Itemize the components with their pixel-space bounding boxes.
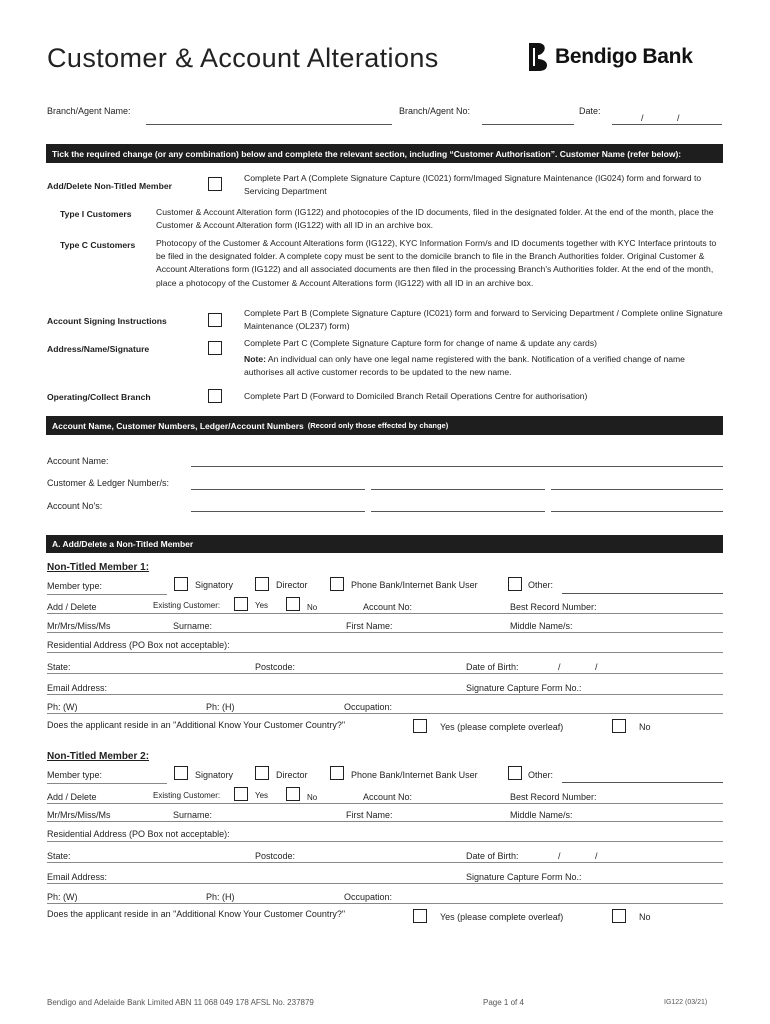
type-i-text: Customer & Account Alteration form (IG122) and photocopies of the ID documents, filed in the designated folder. At the end of the month, place the Customer & Account Alteration form (IG122) with all ID in an archive box.: [156, 207, 714, 231]
add-delete-toggle[interactable]: Add / Delete: [47, 602, 97, 612]
bendigo-b-logo-icon: [527, 42, 549, 72]
member-type-label: Member type:: [47, 770, 103, 780]
existing-no-checkbox[interactable]: [286, 787, 300, 801]
occupation-label: Occupation:: [344, 892, 393, 902]
occupation-label: Occupation:: [344, 702, 393, 712]
phone-bank-checkbox[interactable]: [330, 766, 344, 780]
ledger-field-3[interactable]: [551, 489, 723, 490]
director-label: Director: [276, 770, 308, 780]
reside-yes-label: Yes (please complete overleaf): [440, 722, 564, 732]
address-label: Address/Name/Signature: [47, 344, 150, 354]
signatory-checkbox[interactable]: [174, 766, 188, 780]
operating-label: Operating/Collect Branch: [47, 392, 151, 402]
state-label: State:: [47, 662, 71, 672]
reside-yes-checkbox[interactable]: [413, 909, 427, 923]
dob-separator: /: [595, 662, 598, 672]
date-separator: /: [641, 113, 644, 123]
ledger-field-2[interactable]: [371, 489, 545, 490]
operating-checkbox[interactable]: [208, 389, 222, 403]
reside-no-checkbox[interactable]: [612, 909, 626, 923]
existing-customer-label: Existing Customer:: [153, 601, 221, 610]
brand-name: Bendigo Bank: [555, 45, 693, 68]
note-block: [244, 353, 726, 379]
type-c-text: Photocopy of the Customer & Account Alterations form (IG122), KYC Information Form/s and ID documents together with KYC Interface printouts to be filed in the designated folder. A complete copy must be sent to the domicile branch to file in the Branch Authorities folder. Original Customer & Account Alterations form (IG122) and all associated documents are then filed in the processing Branch's Authorities folder. At the end of the month, place a photocopy of the Customer & Account Alterations form (IG122) with all ID in an archive box.: [156, 238, 717, 288]
reside-no-label: No: [639, 912, 651, 922]
ph-h-label: Ph: (H): [206, 702, 235, 712]
existing-yes-checkbox[interactable]: [234, 597, 248, 611]
part-d-text: Complete Part D (Forward to Domiciled Branch Retail Operations Centre for authorisation): [244, 391, 588, 401]
account-no-label: Account No:: [363, 602, 413, 612]
residential-label: Residential Address (PO Box not acceptable):: [47, 640, 230, 650]
phone-bank-label: Phone Bank/Internet Bank User: [351, 580, 478, 590]
existing-yes-checkbox[interactable]: [234, 787, 248, 801]
date-separator: /: [677, 113, 680, 123]
existing-no-label: No: [307, 793, 318, 802]
title-label: Mr/Mrs/Miss/Ms: [47, 621, 111, 631]
middle-name-label: Middle Name/s:: [510, 621, 573, 631]
title-label: Mr/Mrs/Miss/Ms: [47, 810, 111, 820]
phone-bank-checkbox[interactable]: [330, 577, 344, 591]
account-name-label: Account Name:: [47, 456, 109, 466]
account-no-label: Account No:: [363, 792, 413, 802]
dob-label: Date of Birth:: [466, 662, 519, 672]
reside-no-label: No: [639, 722, 651, 732]
part-a-text: Complete Part A (Complete Signature Capture (IC021) form/Imaged Signature Maintenance (IG024) form and forward to Servicing Department: [244, 173, 702, 197]
date-field[interactable]: [612, 124, 722, 125]
dob-separator: /: [558, 662, 561, 672]
note-text: An individual can only have one legal name registered with the bank. Notification of a verified change of name authorises all active customer records to be updated to the new name.: [244, 354, 685, 378]
branch-agent-name-field[interactable]: [146, 124, 392, 125]
director-label: Director: [276, 580, 308, 590]
other-checkbox[interactable]: [508, 766, 522, 780]
first-name-label: First Name:: [346, 621, 393, 631]
signatory-label: Signatory: [195, 770, 234, 780]
account-bar: [46, 416, 723, 435]
reside-yes-checkbox[interactable]: [413, 719, 427, 733]
reside-question: Does the applicant reside in an "Additional Know Your Customer Country?": [47, 720, 346, 730]
type-i-label: Type I Customers: [60, 209, 132, 219]
type-c-label: Type C Customers: [60, 240, 136, 250]
postcode-label: Postcode:: [255, 851, 296, 861]
account-bar-label: Account Name, Customer Numbers, Ledger/Account Numbers: [52, 420, 304, 431]
existing-customer-label: Existing Customer:: [153, 791, 221, 800]
phone-bank-label: Phone Bank/Internet Bank User: [351, 770, 478, 780]
add-delete-checkbox[interactable]: [208, 177, 222, 191]
dob-label: Date of Birth:: [466, 851, 519, 861]
other-label: Other:: [528, 580, 554, 590]
ph-h-label: Ph: (H): [206, 892, 235, 902]
add-delete-label: Add/Delete Non-Titled Member: [47, 181, 172, 191]
part-c-text: Complete Part C (Complete Signature Capture form for change of name & update any cards): [244, 338, 597, 348]
reside-question: Does the applicant reside in an "Additional Know Your Customer Country?": [47, 909, 346, 919]
best-record-label: Best Record Number:: [510, 602, 597, 612]
account-name-field[interactable]: [191, 466, 723, 467]
existing-no-checkbox[interactable]: [286, 597, 300, 611]
ledger-field-1[interactable]: [191, 489, 365, 490]
residential-label: Residential Address (PO Box not acceptable):: [47, 829, 230, 839]
dob-separator: /: [595, 851, 598, 861]
email-label: Email Address:: [47, 872, 108, 882]
director-checkbox[interactable]: [255, 577, 269, 591]
section-a-bar: A. Add/Delete a Non-Titled Member: [46, 535, 723, 553]
part-b-text: Complete Part B (Complete Signature Capture (IC021) form and forward to Servicing Department / Complete online Signature Maintenance (OL237) form): [244, 308, 723, 332]
first-name-label: First Name:: [346, 810, 393, 820]
surname-label: Surname:: [173, 810, 213, 820]
ph-w-label: Ph: (W): [47, 892, 78, 902]
other-label: Other:: [528, 770, 554, 780]
existing-yes-label: Yes: [255, 791, 269, 800]
date-label: Date:: [579, 106, 601, 116]
branch-agent-name-label: Branch/Agent Name:: [47, 106, 131, 116]
ledger-label: Customer & Ledger Number/s:: [47, 478, 170, 488]
signatory-label: Signatory: [195, 580, 234, 590]
surname-label: Surname:: [173, 621, 213, 631]
account-no-field-1[interactable]: [191, 511, 365, 512]
brand-logo: [527, 42, 693, 72]
account-bar-sub: (Record only those effected by change): [307, 421, 449, 430]
note-label: Note:: [244, 354, 266, 364]
postcode-label: Postcode:: [255, 662, 296, 672]
other-checkbox[interactable]: [508, 577, 522, 591]
dob-separator: /: [558, 851, 561, 861]
account-no-field-3[interactable]: [551, 511, 723, 512]
instruction-bar: Tick the required change (or any combination) below and complete the relevant section, including “Customer Authorisation”. Customer Name (refer below):: [46, 144, 723, 163]
ph-w-label: Ph: (W): [47, 702, 78, 712]
member-type-label: Member type:: [47, 581, 103, 591]
sig-capture-label: Signature Capture Form No.:: [466, 872, 582, 882]
other-field[interactable]: [562, 782, 723, 783]
account-nos-label: Account No's:: [47, 501, 103, 511]
existing-no-label: No: [307, 603, 318, 612]
branch-agent-no-label: Branch/Agent No:: [399, 106, 471, 116]
signing-checkbox[interactable]: [208, 313, 222, 327]
footer-code: IG122 (03/21): [664, 999, 708, 1006]
email-label: Email Address:: [47, 683, 108, 693]
reside-yes-label: Yes (please complete overleaf): [440, 912, 564, 922]
member-heading: Non-Titled Member 1:: [47, 562, 150, 573]
director-checkbox[interactable]: [255, 766, 269, 780]
branch-agent-no-field[interactable]: [482, 124, 574, 125]
best-record-label: Best Record Number:: [510, 792, 597, 802]
page-title: Customer & Account Alterations: [47, 43, 439, 73]
state-label: State:: [47, 851, 71, 861]
member-heading: Non-Titled Member 2:: [47, 751, 150, 762]
sig-capture-label: Signature Capture Form No.:: [466, 683, 582, 693]
address-checkbox[interactable]: [208, 341, 222, 355]
middle-name-label: Middle Name/s:: [510, 810, 573, 820]
reside-no-checkbox[interactable]: [612, 719, 626, 733]
existing-yes-label: Yes: [255, 601, 269, 610]
footer-page: Page 1 of 4: [483, 998, 524, 1007]
signatory-checkbox[interactable]: [174, 577, 188, 591]
other-field[interactable]: [562, 593, 723, 594]
add-delete-toggle[interactable]: Add / Delete: [47, 792, 97, 802]
account-no-field-2[interactable]: [371, 511, 545, 512]
footer-company: Bendigo and Adelaide Bank Limited ABN 11 068 049 178 AFSL No. 237879: [47, 998, 314, 1007]
signing-label: Account Signing Instructions: [47, 316, 167, 326]
